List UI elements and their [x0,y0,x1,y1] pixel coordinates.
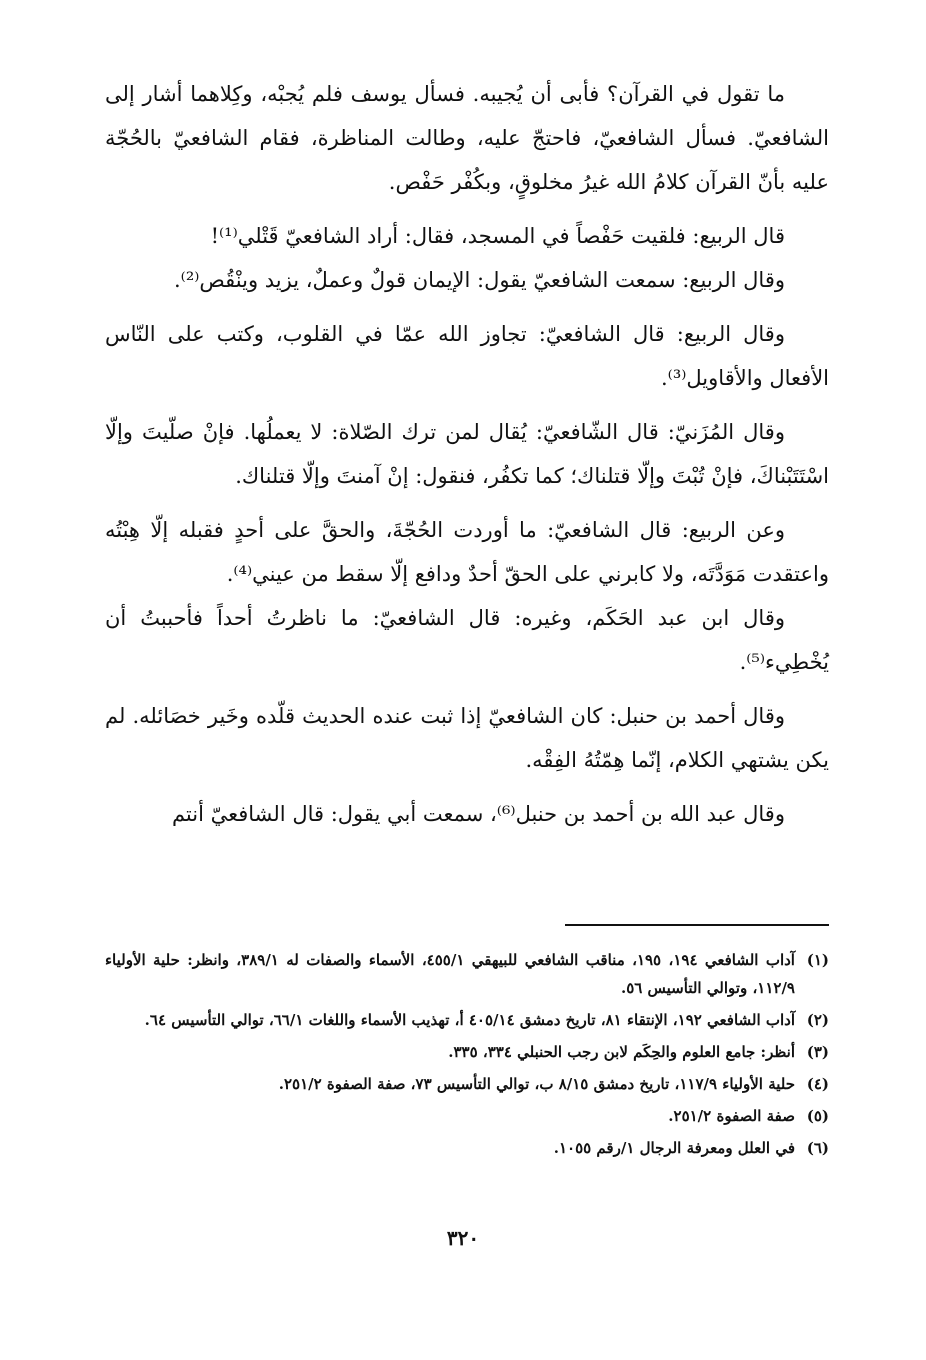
footnote [105,1070,829,1098]
footnote-text: آداب الشافعي ١٩٤، ١٩٥، مناقب الشافعي للبيهقي ٤٥٥/١، الأسماء والصفات له ٣٨٩/١، وانظر: حلية الأولياء ١١٢/٩، وتوالي التأسيس ٥٦. [105,951,795,997]
footnotes [105,946,829,1166]
paragraph: وقال الربيع: قال الشافعيّ: تجاوز الله عمّا في القلوب، وكتب على النّاس الأفعال والأقاويل⁽³⁾. [105,322,829,390]
footnote [105,1102,829,1130]
footnote-number: (٣) [806,1043,829,1061]
paragraph: قال الربيع: فلقيت حَفْصاً في المسجد، فقال: أراد الشافعيّ قَتْلي⁽¹⁾! [210,224,785,248]
footnote-text: أنظر: جامع العلوم والحِكَم لابن رجب الحنبلي ٣٣٤، ٣٣٥. [448,1043,795,1061]
footnote-text: صفة الصفوة ٢٥١/٢. [668,1107,795,1125]
footnote-number: (٢) [806,1011,829,1029]
paragraph: وقال عبد الله بن أحمد بن حنبل⁽⁶⁾، سمعت أبي يقول: قال الشافعيّ أنتم [171,802,785,826]
footnote-number: (١) [806,951,829,969]
page-number: ٣٢٠ [446,1226,480,1250]
main-text [105,72,829,836]
paragraph: وعن الربيع: قال الشافعيّ: ما أوردت الحُجّةَ، والحقَّ على أحدٍ فقبله إلّا هِبْتُه واعتقدت مَوَدَّتَه، ولا كابرني على الحقّ أحدٌ ودافع إلّا سقط من عيني⁽⁴⁾. [105,518,829,586]
paragraph: ما تقول في القرآن؟ فأبى أن يُجيبه. فسأل يوسف فلم يُجبْه، وكِلاهما أشار إلى الشافعيّ. فسأل الشافعيّ، فاحتجّ عليه، وطالت المناظرة، فقام الشافعيّ بالحُجّة عليه بأنّ القرآن كلامُ الله غيرُ مخلوقٍ، وبكُفْر حَفْص. [105,82,829,194]
paragraph: وقال المُزَنيّ: قال الشّافعيّ: يُقال لمن ترك الصّلاة: لا يعملُها. فإنْ صلّيتَ وإلّا اسْتَتَبْناكَ، فإنْ تُبْتَ وإلّا قتلناك؛ كما تكفُر، فنقول: إنْ آمنتَ وإلّا قتلناك. [105,420,829,488]
footnote-number: (٦) [806,1139,829,1157]
footnote [105,1134,829,1162]
footnote-divider [565,924,829,926]
footnote-text: حلية الأولياء ١١٧/٩، تاريخ دمشق ٨/١٥ ب، توالي التأسيس ٧٣، صفة الصفوة ٢٥١/٢. [278,1075,795,1093]
footnote-number: (٥) [806,1107,829,1125]
footnote-text: في العلل ومعرفة الرجال ١/رقم ١٠٥٥. [553,1139,795,1157]
footnote [105,946,829,1002]
footnote-text: آداب الشافعي ١٩٢، الإنتقاء ٨١، تاريخ دمشق ٤٠٥/١٤ أ، تهذيب الأسماء واللغات ٦٦/١، توالي التأسيس ٦٤. [144,1011,795,1029]
footnote-number: (٤) [806,1075,829,1093]
footnote [105,1038,829,1066]
paragraph: وقال ابن عبد الحَكَم، وغيره: قال الشافعيّ: ما ناظرتُ أحداً فأحببتُ أن يُخْطِيء⁽⁵⁾. [105,606,829,674]
paragraph: وقال أحمد بن حنبل: كان الشافعيّ إذا ثبت عنده الحديث قلّده وخَير خصَائله. لم يكن يشتهي الكلام، إنّما هِمّتُهُ الفِقْه. [105,704,829,772]
paragraph: وقال الربيع: سمعت الشافعيّ يقول: الإيمان قولٌ وعملٌ، يزيد وينْقُص⁽²⁾. [174,268,785,292]
footnote [105,1006,829,1034]
